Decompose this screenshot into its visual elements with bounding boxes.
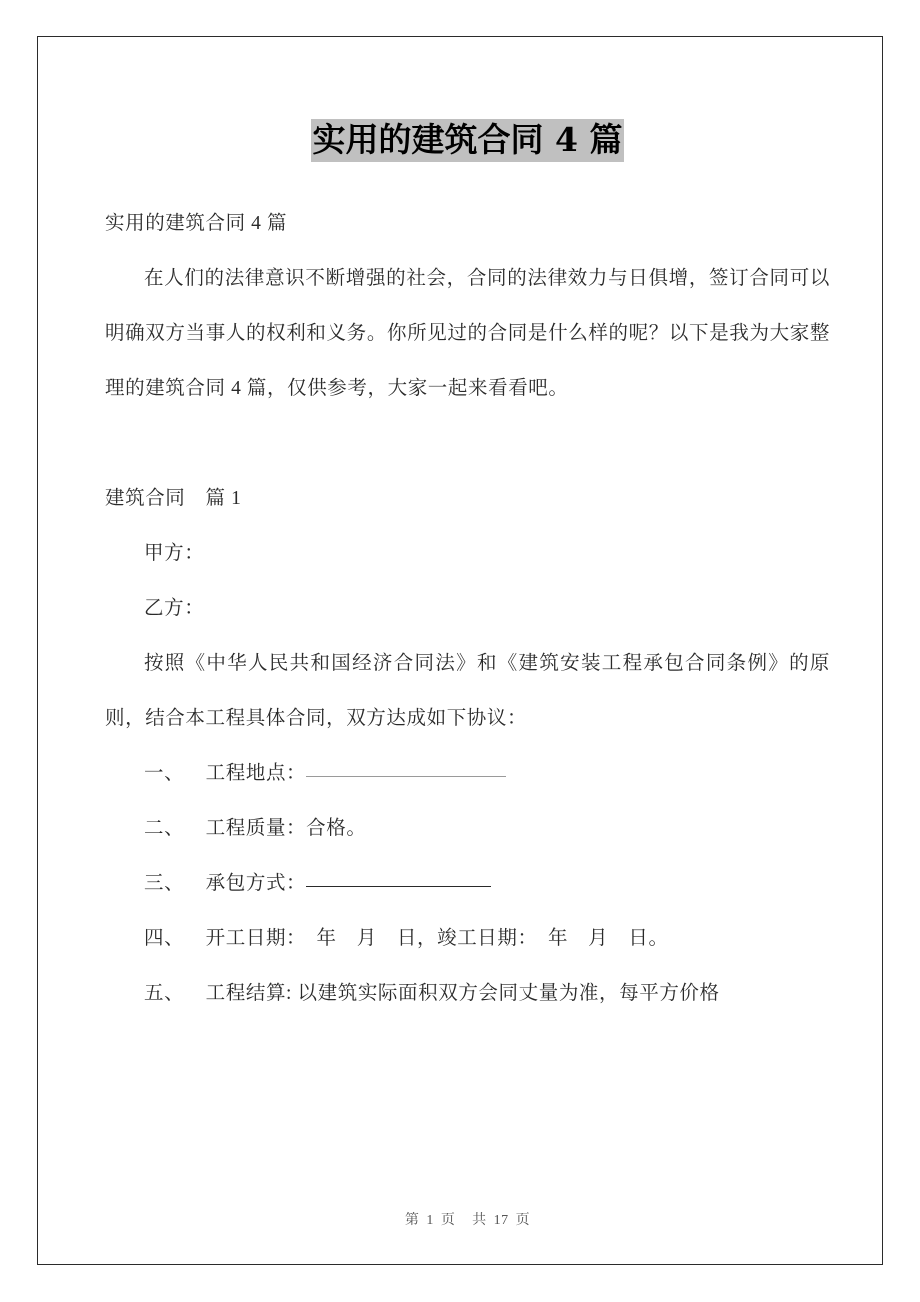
document-body: [105, 196, 830, 1021]
clause-item-1: [105, 746, 830, 801]
clause-item-5: [105, 966, 830, 1021]
clause-number-1: 一、: [144, 763, 185, 784]
preamble-paragraph: 按照《中华人民共和国经济合同法》和《建筑安装工程承包合同条例》的原则，结合本工程具体合同，双方达成如下协议：: [105, 653, 830, 729]
party-b-line: 乙方：: [144, 598, 205, 619]
spacer-before-section: [105, 416, 830, 471]
footer-current-page: 1: [426, 1213, 434, 1228]
clause-number-3: 三、: [144, 873, 185, 894]
clause-number-4: 四、: [144, 928, 185, 949]
clause-number-2: 二、: [144, 818, 185, 839]
footer-current-label: 第: [404, 1213, 420, 1228]
clause-label-2: 工程质量：合格。: [205, 818, 367, 839]
section-heading: 建筑合同 篇 1: [105, 488, 242, 509]
clause-label-1: 工程地点：: [205, 763, 307, 784]
clause-item-2: [105, 801, 830, 856]
page-title: [105, 118, 830, 162]
clause-label-3: 承包方式：: [205, 873, 307, 894]
clause-item-3: [105, 856, 830, 911]
clause-item-4: [105, 911, 830, 966]
clause-blank-3[interactable]: [306, 886, 491, 887]
party-a-line: 甲方：: [144, 543, 205, 564]
clause-label-4: 开工日期： 年 月 日，竣工日期： 年 月 日。: [205, 928, 669, 949]
footer-total-pages: 17: [493, 1213, 509, 1228]
footer-total-unit: 页: [515, 1213, 531, 1228]
heading-repeat: 实用的建筑合同 4 篇: [105, 213, 288, 234]
footer-current-unit: 页: [440, 1213, 456, 1228]
clause-blank-1[interactable]: [306, 776, 506, 777]
page-footer: [105, 1212, 830, 1230]
page-content: [105, 36, 830, 1265]
page-title-text: 实用的建筑合同 4 篇: [311, 119, 625, 162]
clause-number-5: 五、: [144, 983, 185, 1004]
clause-label-5: 工程结算: 以建筑实际面积双方会同丈量为准，每平方价格: [205, 983, 720, 1004]
footer-total-label: 共: [472, 1213, 487, 1228]
intro-paragraph: 在人们的法律意识不断增强的社会，合同的法律效力与日俱增，签订合同可以明确双方当事人的权利和义务。你所见过的合同是什么样的呢？以下是我为大家整理的建筑合同 4 篇，仅供参考，大家一起来看看吧。: [105, 268, 830, 399]
